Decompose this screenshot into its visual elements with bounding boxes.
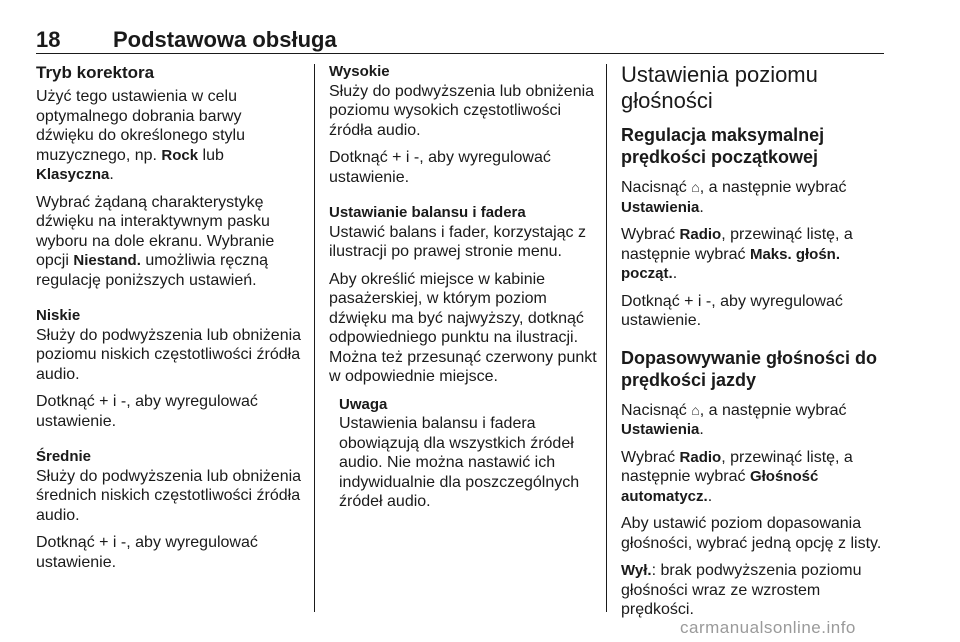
- balans-text: Ustawić balans i fader, korzystając z ilustracji po prawej stronie menu.: [329, 223, 586, 260]
- menu-ustawienia: Ustawienia: [621, 421, 700, 438]
- menu-radio: Radio: [679, 448, 722, 466]
- balans-instructions: Aby określić miejsce w kabinie pasażerskiej, w którym poziom dźwięku ma być najwyższy, dotknąć odpowiedniego punktu na ilustracji. Można też przesunąć czerwony punkt w odpowiednie miejsce.: [329, 270, 597, 385]
- column-divider-2: [606, 64, 607, 612]
- step-text: , a następnie wybrać: [699, 401, 847, 419]
- subheading-speed-volume: Dopasowywanie głośności do prędkości jazdy: [621, 347, 878, 390]
- srednie-adjust: Dotknąć + i -, aby wyregulować ustawienie.: [36, 534, 258, 571]
- column-left: [36, 62, 302, 580]
- header-rule: [36, 53, 884, 54]
- subheading-max-volume: Regulacja maksymalnej prędkości początkowej: [621, 125, 825, 167]
- max-volume-step3: Dotknąć + i -, aby wyregulować ustawienie.: [621, 292, 843, 329]
- max-volume-step1: [621, 178, 887, 217]
- column-middle: [329, 62, 597, 520]
- page-title: Podstawowa obsługa: [113, 27, 337, 52]
- column-divider-1: [314, 64, 315, 612]
- step-text: , przewinąć listę, a następnie wybrać: [621, 226, 853, 263]
- max-volume-step2: [621, 225, 887, 284]
- equalizer-intro-end: .: [109, 166, 114, 183]
- subheading-srednie: Średnie: [36, 448, 92, 465]
- option-rock: Rock: [161, 146, 199, 164]
- equalizer-intro-text: Użyć tego ustawienia w celu optymalnego dobrania barwy dźwięku do określonego stylu muzycznego, np.: [36, 88, 246, 164]
- subheading-balans: Ustawianie balansu i fadera: [329, 204, 526, 221]
- subheading-niskie: Niskie: [36, 307, 81, 324]
- menu-radio: Radio: [679, 226, 722, 243]
- equalizer-select-end: umożliwia ręczną regulację poniższych ustawień.: [36, 252, 269, 289]
- step-text: Nacisnąć: [621, 401, 687, 419]
- option-klasyczna: Klasyczna: [36, 166, 110, 183]
- wysokie-adjust: Dotknąć + i -, aby wyregulować ustawienie.: [329, 149, 551, 186]
- speed-volume-step2: [621, 448, 887, 507]
- speed-volume-step1: [621, 401, 887, 440]
- note-text: Ustawienia balansu i fadera obowiązują dla wszystkich źródeł audio. Nie można nastawić ich indywidualnie dla poszczególnych źródeł audio.: [339, 415, 580, 510]
- niskie-adjust: Dotknąć + i -, aby wyregulować ustawienie.: [36, 393, 258, 430]
- step-text: Wybrać: [621, 226, 676, 243]
- step-text: , przewinąć listę, a następnie wybrać: [621, 448, 853, 485]
- menu-maks-glosn: Maks. głośn. począt.: [621, 245, 840, 282]
- section-heading-volume: Ustawienia poziomu głośności: [621, 62, 818, 113]
- subheading-wysokie: Wysokie: [329, 63, 390, 80]
- step-text: Wybrać: [621, 448, 676, 466]
- menu-ustawienia: Ustawienia: [621, 198, 700, 216]
- equalizer-select: [36, 193, 302, 291]
- srednie-text: Służy do podwyższenia lub obniżenia średnich niskich częstotliwości źródła audio.: [36, 467, 302, 524]
- step-end: .: [699, 198, 704, 216]
- wysokie-text: Służy do podwyższenia lub obniżenia poziomu wysokich częstotliwości źródła audio.: [329, 82, 595, 139]
- note-box: [329, 395, 597, 512]
- step-text: , a następnie wybrać: [699, 179, 847, 196]
- watermark: carmanualsonline.info: [680, 618, 856, 637]
- page-number: 18: [36, 27, 61, 52]
- equalizer-intro: [36, 87, 302, 185]
- step-text: Nacisnąć: [621, 179, 687, 196]
- home-icon: ⌂: [691, 179, 700, 195]
- home-icon: ⌂: [691, 401, 700, 418]
- step-end: .: [707, 487, 713, 505]
- menu-glosnosc-automatycz: Głośność automatycz.: [621, 468, 819, 505]
- speed-volume-step3: Aby ustawić poziom dopasowania głośności, wybrać jedną opcję z listy.: [621, 515, 882, 552]
- option-niestand: Niestand.: [73, 252, 141, 269]
- niskie-text: Służy do podwyższenia lub obniżenia poziomu niskich częstotliwości źródła audio.: [36, 326, 302, 383]
- speed-volume-option-off: [621, 561, 887, 620]
- step-end: .: [672, 265, 678, 282]
- column-right: [621, 62, 887, 628]
- equalizer-select-text: Wybrać żądaną charakterystykę dźwięku na interaktywnym pasku wyboru na dole ekranu. Wybranie opcji: [36, 193, 275, 269]
- option-wyl-text: : brak podwyższenia poziomu głośności wraz ze wzrostem prędkości.: [621, 562, 862, 618]
- option-wyl: Wył.: [621, 562, 652, 579]
- equalizer-intro-mid: lub: [202, 146, 224, 164]
- section-heading-equalizer: Tryb korektora: [36, 63, 155, 82]
- step-end: .: [699, 421, 704, 438]
- note-title: Uwaga: [339, 395, 388, 413]
